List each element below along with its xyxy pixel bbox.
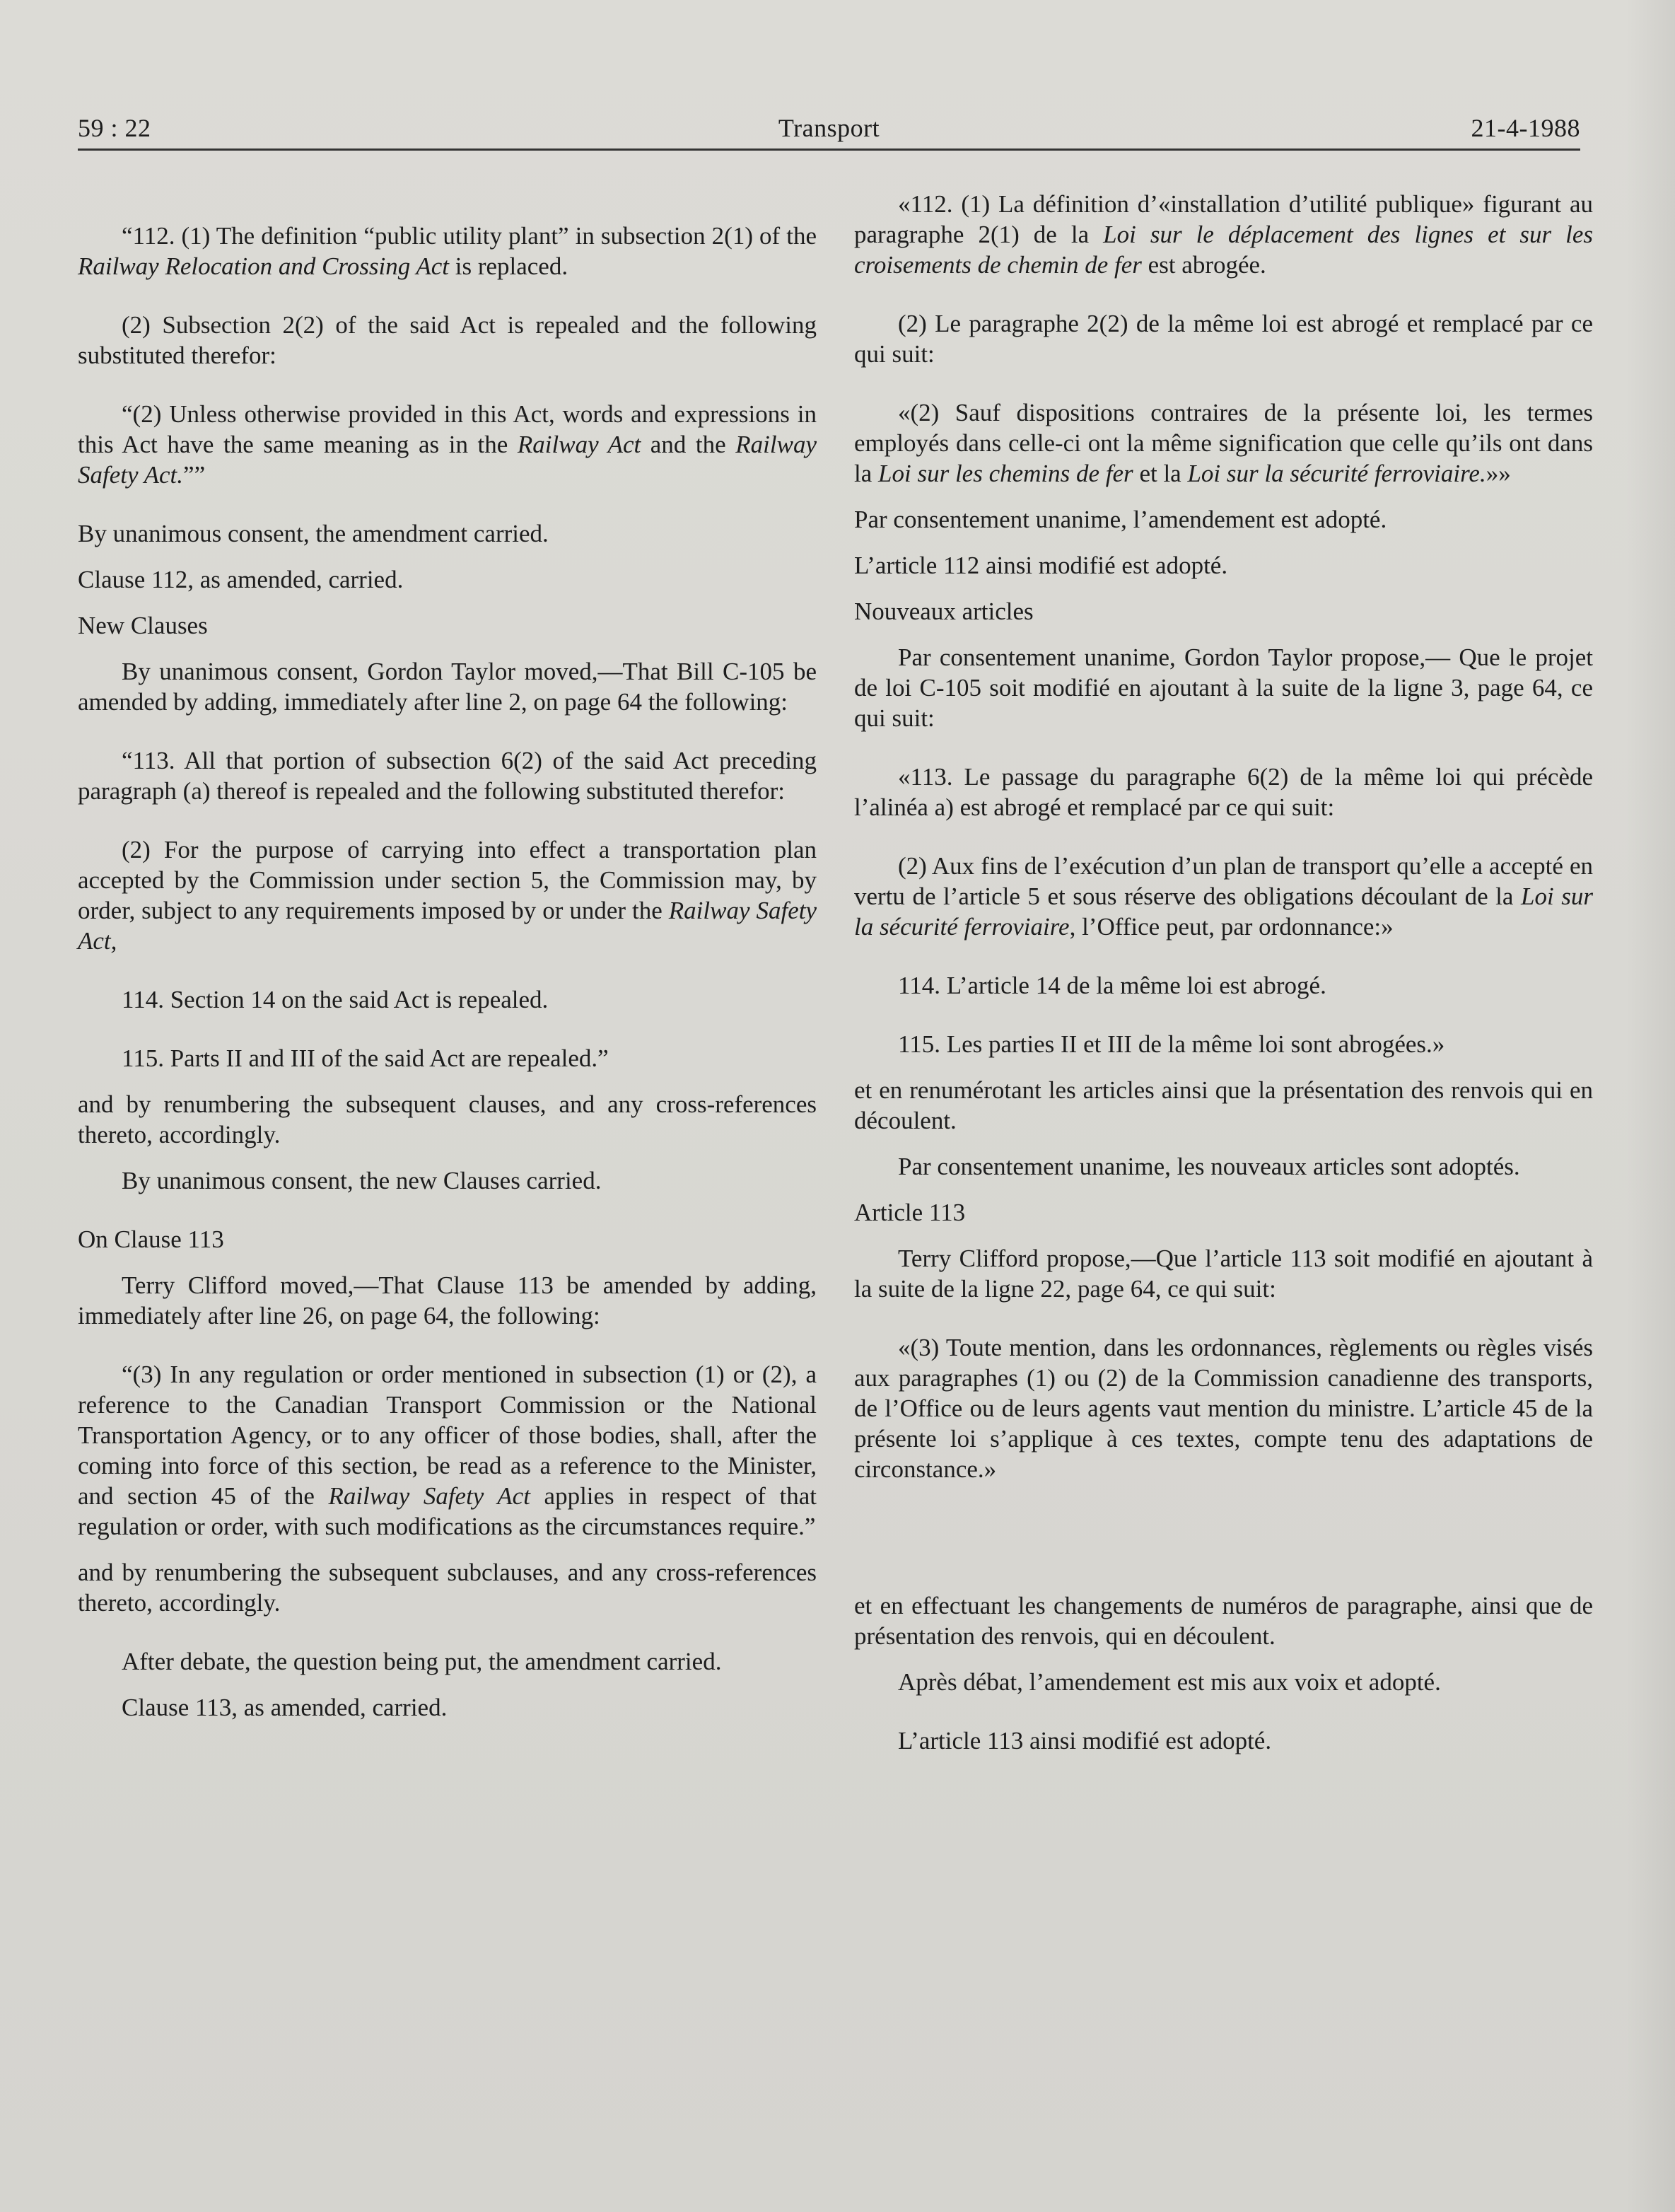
en-clause-112-carried: Clause 112, as amended, carried. <box>78 566 404 593</box>
en-subsection-6-2: (2) For the purpose of carrying into effect a transportation plan accepted by the Commission under section 5, the Commission may, by order, subject to any requirements imposed by or under the Railway Safety Act, <box>78 836 817 955</box>
fr-amendment-adopted: Par consentement unanime, l’amendement est adopté. <box>854 506 1387 533</box>
en-clause-112-2: (2) Subsection 2(2) of the said Act is repealed and the following substituted therefor: <box>78 311 817 369</box>
fr-article-113-adopted: L’article 113 ainsi modifié est adopté. <box>898 1727 1272 1754</box>
en-subsection-3: “(3) In any regulation or order mentioned in subsection (1) or (2), a reference to the Canadian Transport Commission or the National Transportation Agency, or to any officer of those bodies, shall, after the coming into force of this section, be read as a reference to the Minister, and section 45 of the Railway Safety Act applies in respect of that regulation or order, with such modifications as the circumstances require.” <box>78 1361 817 1540</box>
fr-renumbering: et en renumérotant les articles ainsi que la présentation des renvois qui en découlent. <box>854 1076 1593 1134</box>
en-heading-new-clauses: New Clauses <box>78 612 208 639</box>
fr-clause-113: «113. Le passage du paragraphe 6(2) de la même loi qui précède l’alinéa a) est abrogé et remplacé par ce qui suit: <box>854 763 1593 821</box>
en-clause-113: “113. All that portion of subsection 6(2) of the said Act preceding paragraph (a) thereof is repealed and the following substituted therefor: <box>78 747 817 805</box>
header-date: 21-4-1988 <box>1471 114 1580 142</box>
header-rule <box>78 149 1580 151</box>
fr-clause-115: 115. Les parties II et III de la même loi sont abrogées.» <box>898 1030 1445 1058</box>
fr-renumbering-paragraphs: et en effectuant les changements de numéros de paragraphe, ainsi que de présentation des renvois, qui en découlent. <box>854 1592 1593 1650</box>
page-reference: 59 : 22 <box>78 114 151 142</box>
en-clause-113-carried: Clause 113, as amended, carried. <box>122 1694 448 1721</box>
running-title: Transport <box>778 114 880 142</box>
en-clause-114: 114. Section 14 on the said Act is repealed. <box>122 986 549 1013</box>
fr-after-debate: Après débat, l’amendement est mis aux voix et adopté. <box>898 1668 1441 1696</box>
en-quoted-subsection: “(2) Unless otherwise provided in this Act, words and expressions in this Act have the same meaning as in the Railway Act and the Railway Safety Act.”” <box>78 400 817 489</box>
fr-heading-article-113: Article 113 <box>854 1199 966 1226</box>
fr-subsection-6-2: (2) Aux fins de l’exécution d’un plan de transport qu’elle a accepté en vertu de l’article 5 et sous réserve des obligations découlant de la Loi sur la sécurité ferroviaire, l’Office peut, par ordonnance:» <box>854 852 1593 941</box>
en-clifford-motion: Terry Clifford moved,—That Clause 113 be amended by adding, immediately after line 26, on page 64, the following: <box>78 1271 817 1329</box>
fr-subsection-3: «(3) Toute mention, dans les ordonnances, règlements ou règles visés aux paragraphes (1) ou (2) de la Commission canadienne des transports, de l’Office ou de leurs agents vaut mention du ministre. L’article 45 de la présente loi s’applique à ces textes, compte tenu des adaptations de circonstance.» <box>854 1334 1593 1483</box>
en-clause-115: 115. Parts II and III of the said Act are repealed.” <box>122 1044 609 1072</box>
en-new-clauses-carried: By unanimous consent, the new Clauses carried. <box>122 1167 602 1194</box>
en-heading-clause-113: On Clause 113 <box>78 1226 224 1253</box>
fr-clifford-motion: Terry Clifford propose,—Que l’article 113 soit modifié en ajoutant à la suite de la ligne 22, page 64, ce qui suit: <box>854 1245 1593 1303</box>
page-edge-shadow <box>1626 0 1675 2212</box>
en-clause-112-1: “112. (1) The definition “public utility plant” in subsection 2(1) of the Railway Relocation and Crossing Act is replaced. <box>78 222 817 280</box>
fr-clause-112-adopted: L’article 112 ainsi modifié est adopté. <box>854 552 1228 579</box>
en-after-debate: After debate, the question being put, the amendment carried. <box>122 1648 722 1675</box>
fr-heading-new-articles: Nouveaux articles <box>854 598 1034 625</box>
fr-clause-114: 114. L’article 14 de la même loi est abrogé. <box>898 972 1326 999</box>
en-renumbering: and by renumbering the subsequent clauses, and any cross-references thereto, accordingly. <box>78 1090 817 1148</box>
fr-taylor-motion: Par consentement unanime, Gordon Taylor propose,— Que le projet de loi C-105 soit modifié en ajoutant à la suite de la ligne 3, page 64, ce qui suit: <box>854 644 1593 732</box>
french-column <box>854 180 1593 1756</box>
fr-quoted-subsection: «(2) Sauf dispositions contraires de la présente loi, les termes employés dans celle-ci ont la même signification que celle qu’ils ont dans la Loi sur les chemins de fer et la Loi sur la sécurité ferroviaire.»» <box>854 399 1593 487</box>
fr-new-articles-adopted: Par consentement unanime, les nouveaux articles sont adoptés. <box>898 1153 1520 1180</box>
en-amendment-carried: By unanimous consent, the amendment carried. <box>78 520 549 547</box>
en-taylor-motion: By unanimous consent, Gordon Taylor moved,—That Bill C-105 be amended by adding, immediately after line 2, on page 64 the following: <box>78 658 817 716</box>
en-renumbering-subclauses: and by renumbering the subsequent subclauses, and any cross-references thereto, accordingly. <box>78 1559 817 1617</box>
english-column <box>78 180 817 1723</box>
fr-clause-112-1: «112. (1) La définition d’«installation d’utilité publique» figurant au paragraphe 2(1) de la Loi sur le déplacement des lignes et sur les croisements de chemin de fer est abrogée. <box>854 190 1593 279</box>
fr-clause-112-2: (2) Le paragraphe 2(2) de la même loi est abrogé et remplacé par ce qui suit: <box>854 310 1593 368</box>
page-header <box>78 113 1580 149</box>
